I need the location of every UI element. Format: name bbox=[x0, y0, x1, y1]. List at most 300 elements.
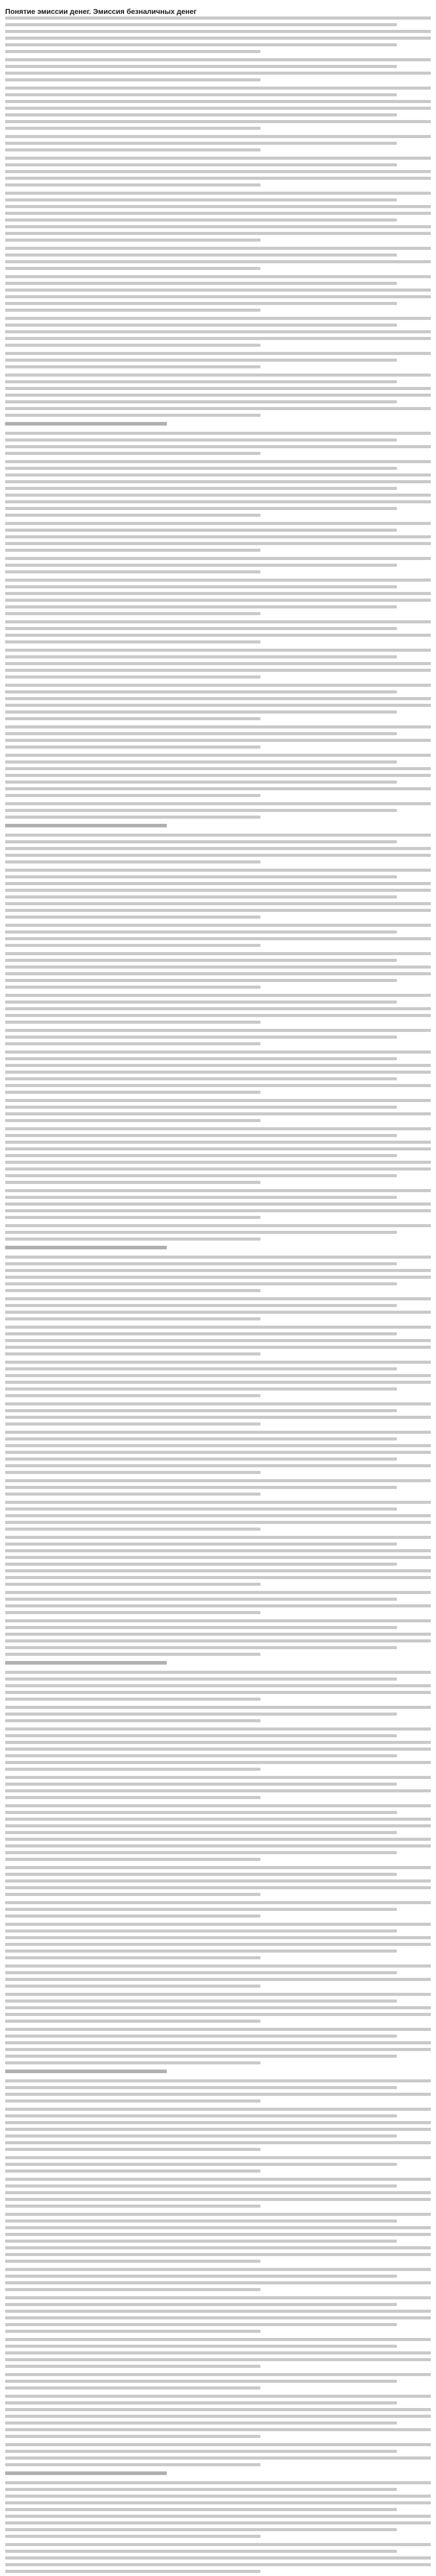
text-line bbox=[5, 2570, 260, 2573]
text-line bbox=[5, 2163, 397, 2166]
text-line bbox=[5, 1317, 260, 1320]
text-line bbox=[5, 2170, 260, 2173]
text-line bbox=[5, 767, 431, 770]
text-line bbox=[5, 432, 431, 435]
formula-line bbox=[5, 1246, 167, 1249]
text-line bbox=[5, 669, 431, 672]
text-line bbox=[5, 1993, 431, 1996]
text-line bbox=[5, 65, 397, 68]
text-line bbox=[5, 1042, 260, 1045]
text-line bbox=[5, 535, 431, 538]
text-line bbox=[5, 2128, 431, 2131]
paragraph bbox=[5, 649, 431, 679]
text-line bbox=[5, 113, 397, 116]
text-line bbox=[5, 253, 397, 257]
text-line bbox=[5, 1196, 397, 1199]
text-line bbox=[5, 1479, 431, 1482]
text-line bbox=[5, 2535, 260, 2538]
text-line bbox=[5, 1276, 431, 1279]
text-line bbox=[5, 2219, 397, 2223]
text-line bbox=[5, 760, 397, 764]
text-line bbox=[5, 1202, 431, 1206]
text-line bbox=[5, 1029, 431, 1032]
text-line bbox=[5, 1422, 260, 1426]
text-line bbox=[5, 1639, 431, 1642]
text-line bbox=[5, 157, 431, 160]
text-line bbox=[5, 2563, 431, 2566]
paragraph bbox=[5, 135, 431, 151]
text-line bbox=[5, 1431, 431, 1434]
text-line bbox=[5, 1943, 431, 1946]
text-line bbox=[5, 507, 397, 510]
text-line bbox=[5, 1754, 397, 1757]
text-line bbox=[5, 994, 431, 997]
text-line bbox=[5, 2401, 397, 2404]
paragraph bbox=[5, 2338, 431, 2368]
paragraph bbox=[5, 1479, 431, 1496]
text-line bbox=[5, 965, 431, 969]
formula-line bbox=[5, 2070, 167, 2073]
paragraph bbox=[5, 2395, 431, 2438]
text-line bbox=[5, 1154, 397, 1157]
paragraph bbox=[5, 2028, 431, 2064]
text-line bbox=[5, 2268, 431, 2271]
paragraph bbox=[5, 1536, 431, 1586]
text-line bbox=[5, 1189, 431, 1192]
text-line bbox=[5, 717, 260, 720]
text-line bbox=[5, 1818, 431, 1821]
text-line bbox=[5, 1007, 431, 1010]
text-line bbox=[5, 794, 260, 797]
text-line bbox=[5, 649, 431, 652]
text-line bbox=[5, 1576, 431, 1579]
text-line bbox=[5, 1923, 431, 1926]
text-line bbox=[5, 2351, 431, 2354]
text-line bbox=[5, 1734, 397, 1737]
text-line bbox=[5, 2358, 431, 2361]
text-line bbox=[5, 1106, 397, 1109]
text-line bbox=[5, 50, 260, 53]
text-line bbox=[5, 1416, 431, 1419]
text-line bbox=[5, 847, 431, 850]
text-line bbox=[5, 781, 397, 784]
text-line bbox=[5, 37, 431, 40]
text-line bbox=[5, 725, 431, 728]
paragraph bbox=[5, 579, 431, 615]
text-line bbox=[5, 612, 260, 615]
text-line bbox=[5, 2141, 431, 2144]
text-line bbox=[5, 1521, 431, 1524]
text-line bbox=[5, 2338, 431, 2341]
text-line bbox=[5, 2303, 397, 2306]
text-line bbox=[5, 2099, 260, 2103]
paragraph bbox=[5, 1727, 431, 1771]
paragraph bbox=[5, 1402, 431, 1426]
text-line bbox=[5, 1929, 397, 1933]
text-line bbox=[5, 324, 397, 327]
text-line bbox=[5, 487, 397, 490]
paragraph bbox=[5, 1256, 431, 1292]
text-line bbox=[5, 2246, 431, 2249]
text-line bbox=[5, 2435, 260, 2438]
text-line bbox=[5, 1549, 431, 1552]
text-line bbox=[5, 2121, 431, 2124]
text-line bbox=[5, 2240, 397, 2243]
text-line bbox=[5, 494, 431, 497]
text-line bbox=[5, 979, 397, 982]
text-line bbox=[5, 787, 431, 790]
text-line bbox=[5, 605, 397, 608]
text-line bbox=[5, 860, 260, 863]
text-line bbox=[5, 875, 397, 878]
text-line bbox=[5, 1141, 431, 1144]
text-line bbox=[5, 1464, 431, 1467]
text-line bbox=[5, 1831, 397, 1834]
text-line bbox=[5, 87, 431, 90]
paragraph bbox=[5, 1706, 431, 1722]
article-body bbox=[5, 16, 431, 2576]
paragraph bbox=[5, 157, 431, 187]
paragraph bbox=[5, 1901, 431, 1918]
text-line bbox=[5, 2041, 431, 2044]
text-line bbox=[5, 2028, 431, 2031]
text-line bbox=[5, 473, 431, 477]
text-line bbox=[5, 924, 431, 927]
text-line bbox=[5, 1950, 397, 1953]
text-line bbox=[5, 2048, 431, 2051]
text-line bbox=[5, 2428, 431, 2431]
text-line bbox=[5, 1394, 260, 1397]
formula-line bbox=[5, 824, 167, 827]
text-line bbox=[5, 952, 431, 955]
paragraph bbox=[5, 1431, 431, 1474]
text-line bbox=[5, 1776, 431, 1779]
text-line bbox=[5, 1332, 397, 1335]
text-line bbox=[5, 2508, 397, 2511]
text-line bbox=[5, 1783, 397, 1786]
paragraph bbox=[5, 1099, 431, 1122]
text-line bbox=[5, 640, 260, 643]
text-line bbox=[5, 2463, 260, 2466]
text-line bbox=[5, 675, 260, 679]
text-line bbox=[5, 916, 260, 919]
text-line bbox=[5, 2275, 397, 2278]
text-line bbox=[5, 972, 431, 975]
text-line bbox=[5, 1671, 431, 1674]
text-line bbox=[5, 192, 431, 195]
text-line bbox=[5, 1437, 397, 1440]
text-line bbox=[5, 1451, 431, 1454]
text-line bbox=[5, 1501, 431, 1504]
text-line bbox=[5, 774, 431, 777]
text-line bbox=[5, 30, 431, 33]
text-line bbox=[5, 1684, 431, 1687]
text-line bbox=[5, 100, 431, 103]
text-line bbox=[5, 1091, 260, 1094]
text-line bbox=[5, 1367, 397, 1370]
text-line bbox=[5, 2086, 397, 2089]
text-line bbox=[5, 309, 260, 312]
text-line bbox=[5, 1706, 431, 1709]
paragraph bbox=[5, 2443, 431, 2466]
text-line bbox=[5, 1653, 260, 1656]
text-line bbox=[5, 1050, 431, 1054]
text-line bbox=[5, 295, 431, 298]
text-line bbox=[5, 135, 431, 138]
text-line bbox=[5, 1064, 431, 1067]
text-line bbox=[5, 1071, 431, 1074]
text-line bbox=[5, 212, 431, 215]
text-line bbox=[5, 1964, 431, 1968]
text-line bbox=[5, 2380, 397, 2383]
text-line bbox=[5, 2260, 260, 2263]
paragraph bbox=[5, 460, 431, 517]
text-line bbox=[5, 2456, 431, 2460]
text-line bbox=[5, 1971, 397, 1974]
text-line bbox=[5, 1181, 260, 1184]
text-line bbox=[5, 2013, 431, 2016]
text-line bbox=[5, 2515, 431, 2518]
text-line bbox=[5, 739, 431, 742]
text-line bbox=[5, 2310, 431, 2313]
text-line bbox=[5, 902, 431, 905]
text-line bbox=[5, 2408, 431, 2411]
paragraph bbox=[5, 1923, 431, 1959]
text-line bbox=[5, 1174, 397, 1177]
text-line bbox=[5, 1556, 431, 1559]
text-line bbox=[5, 218, 397, 222]
text-line bbox=[5, 1084, 431, 1087]
text-line bbox=[5, 1387, 397, 1391]
text-line bbox=[5, 2450, 397, 2453]
text-line bbox=[5, 2226, 431, 2229]
text-line bbox=[5, 260, 431, 263]
text-line bbox=[5, 127, 260, 130]
text-line bbox=[5, 1536, 431, 1539]
text-line bbox=[5, 1677, 397, 1681]
paragraph bbox=[5, 1993, 431, 2023]
text-line bbox=[5, 2323, 397, 2326]
text-line bbox=[5, 142, 397, 145]
text-line bbox=[5, 1486, 397, 1489]
text-line bbox=[5, 1646, 397, 1649]
text-line bbox=[5, 1224, 431, 1227]
text-line bbox=[5, 1999, 397, 2003]
text-line bbox=[5, 1209, 431, 1212]
text-line bbox=[5, 1698, 260, 1701]
text-line bbox=[5, 183, 260, 187]
text-line bbox=[5, 662, 431, 665]
text-line bbox=[5, 365, 260, 368]
text-line bbox=[5, 1374, 431, 1377]
text-line bbox=[5, 834, 431, 837]
text-line bbox=[5, 289, 431, 292]
text-line bbox=[5, 2156, 431, 2159]
text-line bbox=[5, 2296, 431, 2299]
text-line bbox=[5, 1119, 260, 1122]
text-line bbox=[5, 1339, 431, 1342]
paragraph bbox=[5, 2156, 431, 2173]
text-line bbox=[5, 564, 397, 567]
text-line bbox=[5, 1748, 431, 1751]
text-line bbox=[5, 745, 260, 749]
text-line bbox=[5, 93, 397, 96]
text-line bbox=[5, 1134, 397, 1137]
text-line bbox=[5, 2035, 397, 2038]
text-line bbox=[5, 380, 397, 383]
text-line bbox=[5, 732, 397, 735]
text-line bbox=[5, 344, 260, 347]
text-line bbox=[5, 2330, 260, 2333]
paragraph bbox=[5, 684, 431, 720]
paragraph bbox=[5, 1804, 431, 1861]
paragraph bbox=[5, 557, 431, 573]
paragraph bbox=[5, 1591, 431, 1614]
text-line bbox=[5, 542, 431, 545]
text-line bbox=[5, 1326, 431, 1329]
text-line bbox=[5, 2395, 431, 2398]
paragraph bbox=[5, 1224, 431, 1241]
paragraph bbox=[5, 1297, 431, 1320]
text-line bbox=[5, 557, 431, 560]
text-line bbox=[5, 599, 431, 602]
text-line bbox=[5, 2281, 431, 2284]
text-line bbox=[5, 198, 397, 201]
text-line bbox=[5, 1879, 431, 1883]
text-line bbox=[5, 467, 397, 470]
paragraph bbox=[5, 620, 431, 643]
formula-line bbox=[5, 2471, 167, 2475]
text-line bbox=[5, 1811, 397, 1814]
paragraph bbox=[5, 1050, 431, 1094]
text-line bbox=[5, 267, 260, 270]
text-line bbox=[5, 1216, 260, 1219]
paragraph bbox=[5, 1189, 431, 1219]
paragraph bbox=[5, 994, 431, 1024]
text-line bbox=[5, 1583, 260, 1586]
text-line bbox=[5, 1238, 260, 1241]
text-line bbox=[5, 2114, 397, 2117]
text-line bbox=[5, 1077, 397, 1080]
paragraph bbox=[5, 16, 431, 53]
text-line bbox=[5, 1598, 397, 1601]
text-line bbox=[5, 225, 431, 228]
text-line bbox=[5, 529, 397, 532]
paragraph bbox=[5, 1361, 431, 1397]
paragraph bbox=[5, 247, 431, 270]
text-line bbox=[5, 1901, 431, 1904]
text-line bbox=[5, 1914, 260, 1918]
text-line bbox=[5, 2443, 431, 2446]
text-line bbox=[5, 514, 260, 517]
paragraph bbox=[5, 522, 431, 552]
text-line bbox=[5, 2345, 397, 2348]
text-line bbox=[5, 1493, 260, 1496]
text-line bbox=[5, 754, 431, 757]
text-line bbox=[5, 1444, 431, 1447]
text-line bbox=[5, 407, 431, 410]
text-line bbox=[5, 570, 260, 573]
text-line bbox=[5, 1381, 431, 1384]
paragraph bbox=[5, 1671, 431, 1701]
text-line bbox=[5, 930, 397, 934]
text-line bbox=[5, 2184, 397, 2188]
text-line bbox=[5, 627, 397, 630]
text-line bbox=[5, 1619, 431, 1622]
text-line bbox=[5, 232, 431, 235]
text-line bbox=[5, 1409, 397, 1412]
text-line bbox=[5, 2288, 260, 2291]
text-line bbox=[5, 579, 431, 582]
text-line bbox=[5, 1167, 431, 1171]
paragraph bbox=[5, 754, 431, 797]
text-line bbox=[5, 2556, 431, 2560]
text-line bbox=[5, 1001, 397, 1004]
text-line bbox=[5, 1858, 260, 1861]
paragraph bbox=[5, 725, 431, 749]
paragraph bbox=[5, 432, 431, 455]
text-line bbox=[5, 895, 397, 899]
text-line bbox=[5, 1543, 397, 1546]
text-line bbox=[5, 697, 431, 700]
text-line bbox=[5, 1789, 431, 1792]
text-line bbox=[5, 2233, 431, 2236]
text-line bbox=[5, 1824, 431, 1827]
paragraph bbox=[5, 952, 431, 989]
text-line bbox=[5, 1402, 431, 1405]
text-line bbox=[5, 239, 260, 242]
text-line bbox=[5, 170, 431, 173]
paragraph bbox=[5, 2373, 431, 2389]
text-line bbox=[5, 634, 431, 637]
paragraph bbox=[5, 1326, 431, 1355]
text-line bbox=[5, 1956, 260, 1959]
text-line bbox=[5, 840, 397, 843]
text-line bbox=[5, 2093, 431, 2096]
text-line bbox=[5, 2488, 397, 2491]
text-line bbox=[5, 302, 397, 305]
paragraph bbox=[5, 275, 431, 312]
text-line bbox=[5, 889, 431, 892]
text-line bbox=[5, 684, 431, 687]
text-line bbox=[5, 1838, 431, 1841]
text-line bbox=[5, 1611, 260, 1614]
text-line bbox=[5, 816, 260, 819]
text-line bbox=[5, 1851, 397, 1854]
text-line bbox=[5, 2495, 431, 2498]
text-line bbox=[5, 522, 431, 525]
paragraph bbox=[5, 924, 431, 947]
text-line bbox=[5, 959, 397, 962]
text-line bbox=[5, 2550, 397, 2553]
text-line bbox=[5, 452, 260, 455]
text-line bbox=[5, 1289, 260, 1292]
text-line bbox=[5, 317, 431, 320]
text-line bbox=[5, 120, 431, 123]
text-line bbox=[5, 2079, 431, 2082]
text-line bbox=[5, 585, 397, 588]
paragraph bbox=[5, 2178, 431, 2208]
paragraph bbox=[5, 2268, 431, 2291]
text-line bbox=[5, 2521, 431, 2524]
paragraph bbox=[5, 2079, 431, 2103]
text-line bbox=[5, 1112, 431, 1115]
text-line bbox=[5, 1563, 397, 1566]
text-line bbox=[5, 1978, 431, 1981]
text-line bbox=[5, 620, 431, 623]
text-line bbox=[5, 2481, 431, 2484]
paragraph bbox=[5, 2296, 431, 2333]
